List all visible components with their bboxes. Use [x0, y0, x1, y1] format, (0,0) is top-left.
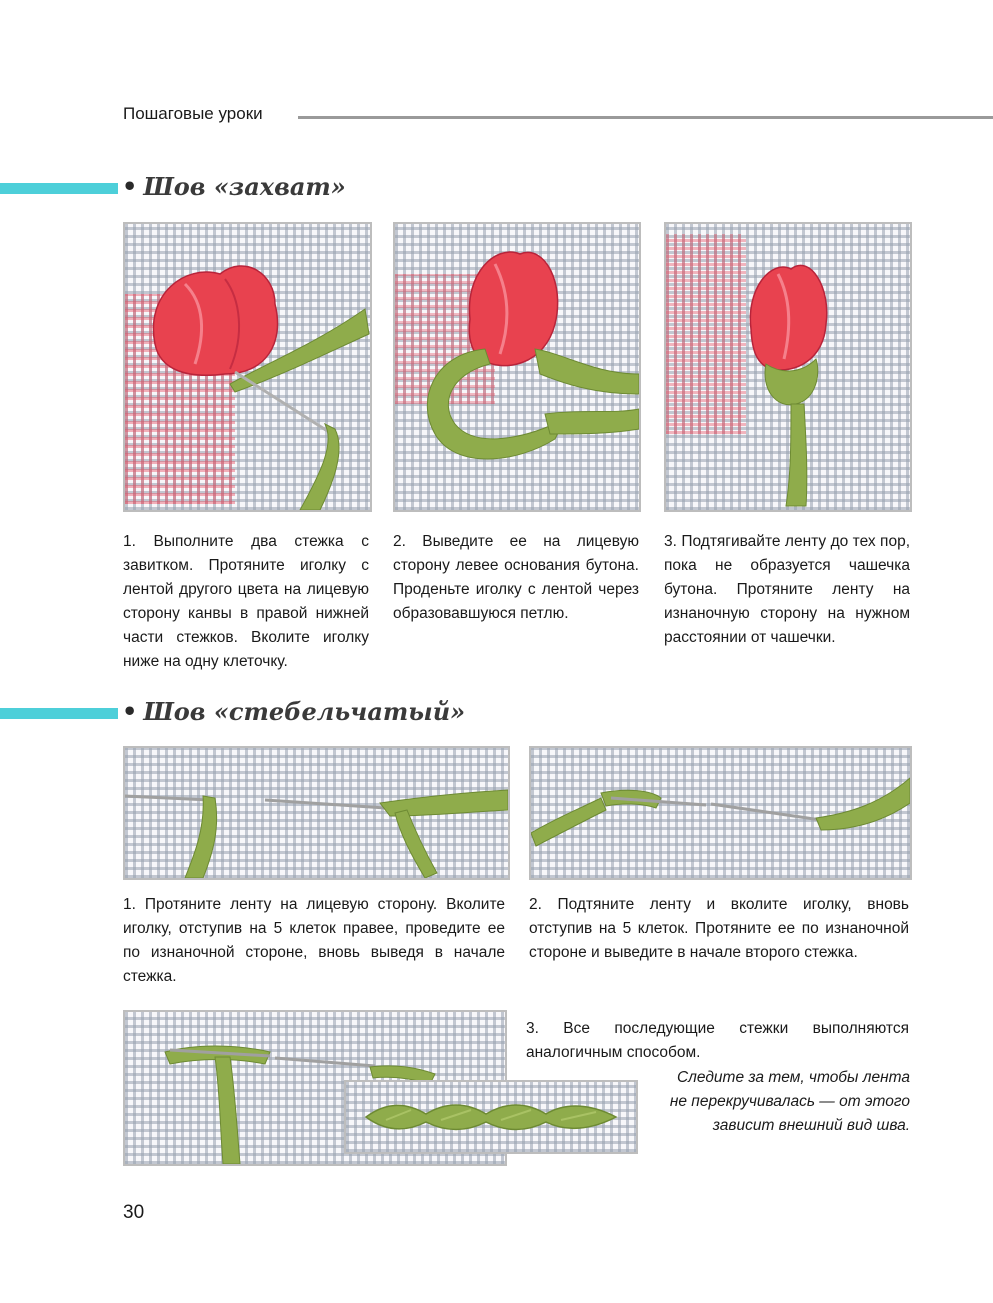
- section-accent-bar: [0, 183, 118, 194]
- rosebud-illustration: [395, 224, 639, 510]
- stem-caption-step-1: 1. Протяните ленту на лицевую сторону. Вколите иголку, отступив на 5 клеток правее, проведите ее по изнаночной стороне, вновь выведя в начале стежка.: [123, 896, 505, 985]
- caption-step-1: 1. Выполните два стежка с завитком. Протяните иголку с лентой другого цвета на лицевую сторону канвы в правой нижней части стежков. Вколите иголку ниже на одну клеточку.: [123, 533, 369, 670]
- bullet: •: [122, 172, 138, 201]
- finished-stem-stitch-illustration: [346, 1082, 636, 1152]
- rosebud-illustration: [666, 224, 910, 510]
- section-title-text: Шов «стебельчатый»: [143, 697, 466, 726]
- caption-step-3: 3. Подтягивайте ленту до тех пор, пока не образуется чашечка бутона. Протяните ленту на изнаночную сторону на нужном расстоянии от чашечки.: [664, 533, 910, 646]
- rosebud-illustration: [125, 224, 370, 510]
- stem-caption-step-3: 3. Все последующие стежки выполняются аналогичным способом.: [526, 1020, 909, 1061]
- stem-stitch-illustration: [125, 748, 508, 878]
- bullet: •: [122, 697, 138, 726]
- section-title-text: Шов «захват»: [143, 172, 346, 201]
- caption-step-2: 2. Выведите ее на лицевую сторону левее основания бутона. Проденьте иголку с лентой через образовавшуюся петлю.: [393, 533, 639, 622]
- stem-caption-step-2: 2. Подтяните ленту и вколите иголку, вновь отступив на 5 клеток. Протяните ее по изнаночной стороне и выведите в начале второго стежка.: [529, 896, 909, 961]
- stem-photo-1: [123, 746, 510, 880]
- page-number: 30: [123, 1202, 145, 1223]
- tip-note: Следите за тем, чтобы лента не перекручивалась — от этого зависит внешний вид шва.: [669, 1069, 910, 1134]
- section-accent-bar: [0, 708, 118, 719]
- section-title-stebelchaty: [122, 697, 465, 726]
- stem-inset-photo: [344, 1080, 638, 1154]
- stem-photo-2: [529, 746, 912, 880]
- running-header: Пошаговые уроки: [123, 104, 263, 123]
- step-photo-2: [393, 222, 641, 512]
- step-photo-3: [664, 222, 912, 512]
- step-photo-1: [123, 222, 372, 512]
- header-rule: [298, 116, 993, 119]
- stem-stitch-illustration: [531, 748, 910, 878]
- section-title-zakhvat: [122, 172, 346, 201]
